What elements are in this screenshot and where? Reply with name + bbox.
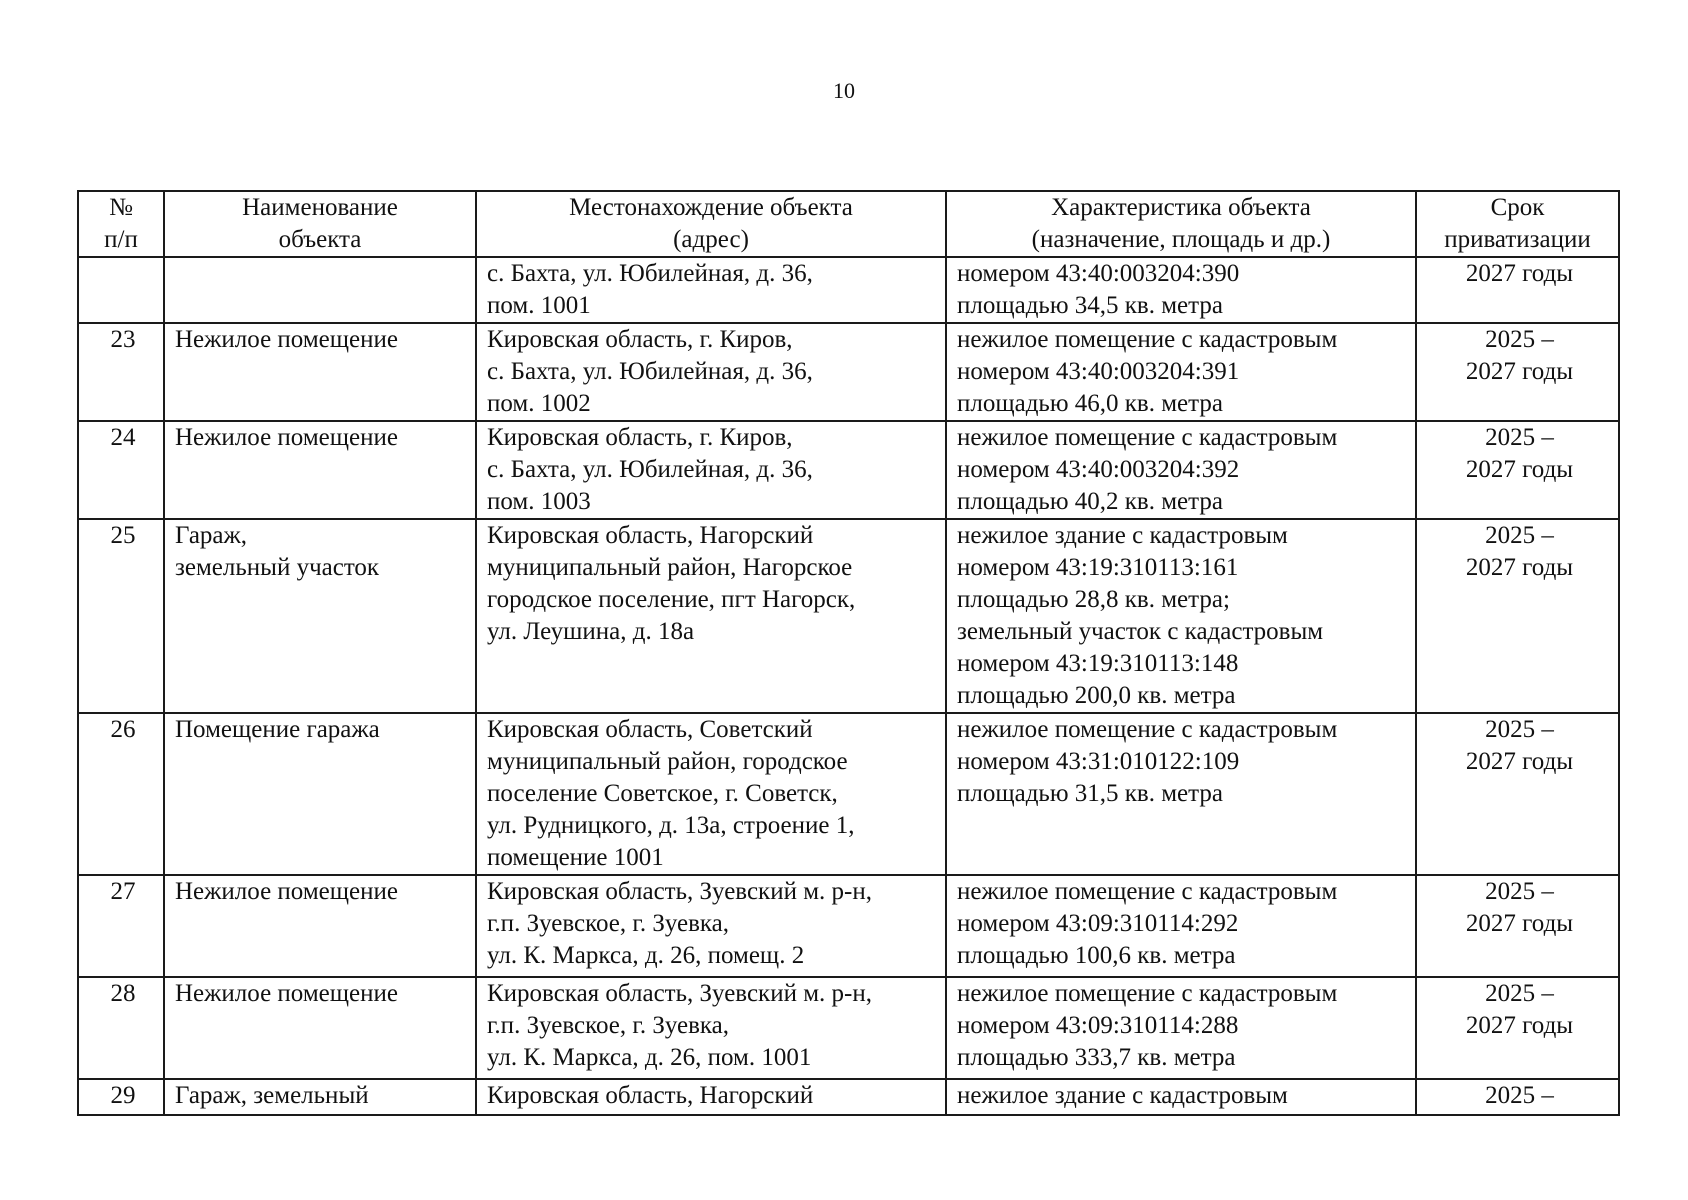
table-row: [78, 323, 1619, 421]
table-row: [78, 257, 1619, 323]
row-number: 27: [78, 875, 164, 977]
row-object-name: Помещение гаража: [164, 713, 476, 875]
row-object-address: Кировская область, Нагорский: [476, 1079, 946, 1115]
row-object-characteristic: нежилое помещение с кадастровым номером 43:31:010122:109 площадью 31,5 кв. метра: [946, 713, 1416, 875]
row-object-name: Нежилое помещение: [164, 323, 476, 421]
row-privatization-term: 2025 –: [1416, 1079, 1619, 1115]
row-object-address: Кировская область, г. Киров, с. Бахта, ул. Юбилейная, д. 36, пом. 1002: [476, 323, 946, 421]
row-object-name: Нежилое помещение: [164, 875, 476, 977]
row-privatization-term: 2025 – 2027 годы: [1416, 421, 1619, 519]
row-number: 28: [78, 977, 164, 1079]
row-object-address: Кировская область, Советский муниципальный район, городское поселение Советское, г. Советск, ул. Рудницкого, д. 13а, строение 1, помещение 1001: [476, 713, 946, 875]
header-privatization-term: Срок приватизации: [1416, 191, 1619, 257]
row-object-characteristic: нежилое помещение с кадастровым номером 43:09:310114:292 площадью 100,6 кв. метра: [946, 875, 1416, 977]
row-object-characteristic: номером 43:40:003204:390 площадью 34,5 кв. метра: [946, 257, 1416, 323]
row-object-address: Кировская область, Зуевский м. р-н, г.п. Зуевское, г. Зуевка, ул. К. Маркса, д. 26, пом. 1001: [476, 977, 946, 1079]
row-number: [78, 257, 164, 323]
table-row: [78, 713, 1619, 875]
table-row: [78, 977, 1619, 1079]
row-number: 24: [78, 421, 164, 519]
row-object-name: Нежилое помещение: [164, 421, 476, 519]
row-privatization-term: 2025 – 2027 годы: [1416, 519, 1619, 713]
row-object-name: Нежилое помещение: [164, 977, 476, 1079]
row-object-characteristic: нежилое помещение с кадастровым номером 43:40:003204:391 площадью 46,0 кв. метра: [946, 323, 1416, 421]
row-object-name: Гараж, земельный участок: [164, 519, 476, 713]
row-object-name: [164, 257, 476, 323]
header-number: № п/п: [78, 191, 164, 257]
row-object-characteristic: нежилое помещение с кадастровым номером 43:40:003204:392 площадью 40,2 кв. метра: [946, 421, 1416, 519]
row-privatization-term: 2027 годы: [1416, 257, 1619, 323]
page-number: 10: [833, 78, 855, 103]
row-privatization-term: 2025 – 2027 годы: [1416, 323, 1619, 421]
row-number: 29: [78, 1079, 164, 1115]
row-object-characteristic: нежилое здание с кадастровым номером 43:19:310113:161 площадью 28,8 кв. метра; земельный участок с кадастровым номером 43:19:310113:148 площадью 200,0 кв. метра: [946, 519, 1416, 713]
row-object-characteristic: нежилое здание с кадастровым: [946, 1079, 1416, 1115]
row-number: 25: [78, 519, 164, 713]
table-header-row: [78, 191, 1619, 257]
row-object-address: Кировская область, Нагорский муниципальный район, Нагорское городское поселение, пгт Нагорск, ул. Леушина, д. 18а: [476, 519, 946, 713]
row-privatization-term: 2025 – 2027 годы: [1416, 713, 1619, 875]
table-row: [78, 875, 1619, 977]
header-object-address: Местонахождение объекта (адрес): [476, 191, 946, 257]
row-object-address: с. Бахта, ул. Юбилейная, д. 36, пом. 1001: [476, 257, 946, 323]
row-privatization-term: 2025 – 2027 годы: [1416, 977, 1619, 1079]
privatization-table: [77, 190, 1620, 1116]
row-object-characteristic: нежилое помещение с кадастровым номером 43:09:310114:288 площадью 333,7 кв. метра: [946, 977, 1416, 1079]
row-privatization-term: 2025 – 2027 годы: [1416, 875, 1619, 977]
row-object-address: Кировская область, Зуевский м. р-н, г.п. Зуевское, г. Зуевка, ул. К. Маркса, д. 26, помещ. 2: [476, 875, 946, 977]
row-object-name: Гараж, земельный: [164, 1079, 476, 1115]
row-number: 23: [78, 323, 164, 421]
header-object-name: Наименование объекта: [164, 191, 476, 257]
header-object-characteristic: Характеристика объекта (назначение, площадь и др.): [946, 191, 1416, 257]
table-row: [78, 421, 1619, 519]
table-row: [78, 1079, 1619, 1115]
table-row: [78, 519, 1619, 713]
row-object-address: Кировская область, г. Киров, с. Бахта, ул. Юбилейная, д. 36, пом. 1003: [476, 421, 946, 519]
row-number: 26: [78, 713, 164, 875]
